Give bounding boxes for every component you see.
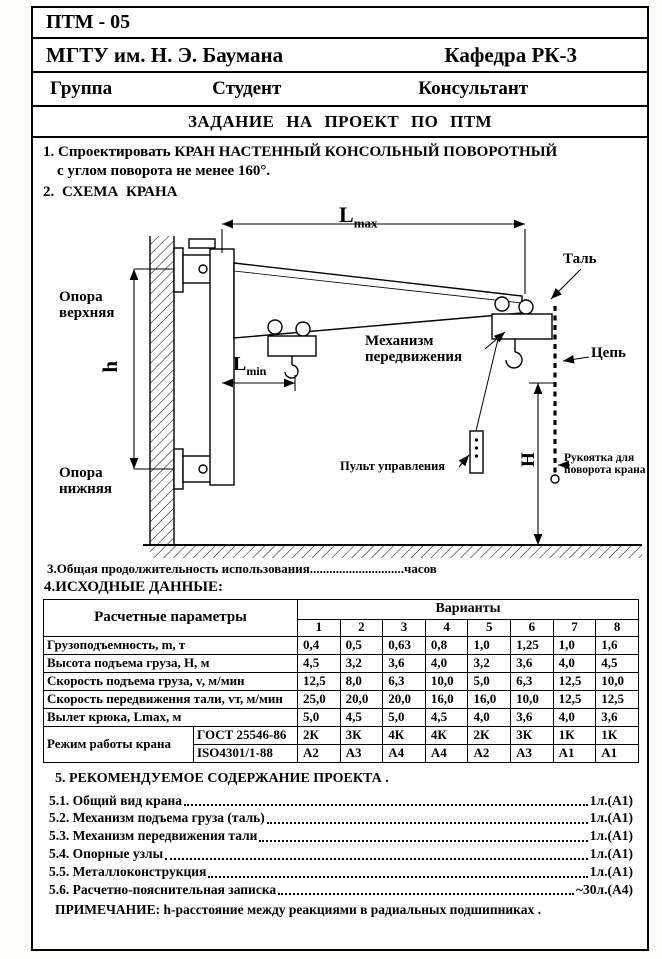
variant-number: 2 <box>340 619 383 636</box>
table-cell: 4,5 <box>340 708 383 726</box>
assignment-sheet <box>31 6 649 951</box>
initial-data-table <box>43 599 639 763</box>
dot-leader <box>165 845 588 860</box>
param-label: Скорость подъема груза, v, м/мин <box>44 672 298 690</box>
lmin-letter: L <box>233 352 247 375</box>
table-cell: 0,4 <box>298 636 341 654</box>
variant-number: 1 <box>298 619 341 636</box>
table-cell: А1 <box>596 744 639 762</box>
contents-item-pages: 1л.(А1) <box>589 845 633 861</box>
contents-item-label: 5.1. Общий вид крана <box>49 792 183 808</box>
lmax-subscript: max <box>353 214 378 230</box>
standard-label: ГОСТ 25546-86 <box>194 726 298 744</box>
dot-leader <box>259 827 587 842</box>
table-cell: 1,25 <box>511 636 554 654</box>
table-cell: 6,3 <box>383 672 426 690</box>
doc-title-row <box>33 107 647 138</box>
table-cell: 10,0 <box>425 672 468 690</box>
table-row <box>44 708 639 726</box>
contents-item-pages: 1л.(А1) <box>589 810 633 826</box>
table-cell: 4,0 <box>468 708 511 726</box>
table-cell: А3 <box>511 744 554 762</box>
table-cell: 0,5 <box>340 636 383 654</box>
table-cell: А2 <box>468 744 511 762</box>
task-line-1: 1. Спроектировать КРАН НАСТЕННЫЙ КОНСОЛЬНЫЙ ПОВОРОТНЫЙ <box>43 144 558 160</box>
table-cell: 5,0 <box>468 672 511 690</box>
table-cell: 3К <box>340 726 383 744</box>
table-cell: 12,5 <box>553 672 596 690</box>
wall <box>150 236 174 545</box>
table-cell: 12,5 <box>553 690 596 708</box>
small-hook <box>285 365 298 378</box>
table-cell: 6,3 <box>511 672 554 690</box>
param-label: Вылет крюка, Lmax, м <box>44 708 298 726</box>
table-cell: 4К <box>425 726 468 744</box>
contents-item <box>49 809 633 827</box>
table-cell: 1,0 <box>553 636 596 654</box>
table-row <box>44 636 639 654</box>
table-cell: 3,2 <box>468 654 511 672</box>
variant-number: 5 <box>468 619 511 636</box>
initial-data-heading: 4.ИСХОДНЫЕ ДАННЫЕ: <box>44 578 224 595</box>
table-cell: 4,0 <box>553 654 596 672</box>
table-cell: 5,0 <box>298 708 341 726</box>
variant-number: 8 <box>596 619 639 636</box>
table-cell: 4,5 <box>596 654 639 672</box>
table-cell: 1К <box>596 726 639 744</box>
variant-number: 6 <box>511 619 554 636</box>
dim-label-lmax <box>339 203 378 231</box>
table-cell: А2 <box>298 744 341 762</box>
department-name: Кафедра РК-3 <box>444 42 577 67</box>
table-cell: 10,0 <box>511 690 554 708</box>
table-cell: А3 <box>340 744 383 762</box>
contents-item-pages: ~30л.(А4) <box>576 881 633 897</box>
standard-label: ISO4301/1-88 <box>194 744 298 762</box>
people-row <box>33 73 647 107</box>
table-cell: 2К <box>298 726 341 744</box>
table-cell: 4,0 <box>425 654 468 672</box>
contents-item <box>49 881 633 899</box>
contents-item <box>49 827 633 845</box>
table-cell: 16,0 <box>468 690 511 708</box>
table-cell: 4,0 <box>553 708 596 726</box>
lmax-letter: L <box>339 201 354 227</box>
table-cell: 3,6 <box>596 708 639 726</box>
university-name: МГТУ им. Н. Э. Баумана <box>46 42 284 67</box>
table-cell: 25,0 <box>298 690 341 708</box>
table-cell: 4,5 <box>298 654 341 672</box>
table-cell: 10,0 <box>596 672 639 690</box>
crane-schematic <box>43 201 646 561</box>
table-cell: 4,5 <box>425 708 468 726</box>
label-hoist: Таль <box>563 250 597 267</box>
table-row <box>44 672 639 690</box>
contents-item-label: 5.2. Механизм подъема груза (таль) <box>49 810 265 826</box>
table-cell: 1,0 <box>468 636 511 654</box>
table-cell: А4 <box>383 744 426 762</box>
crane-schematic-drawing <box>43 203 643 561</box>
table-cell: 20,0 <box>340 690 383 708</box>
dot-leader <box>278 881 574 896</box>
param-label: Высота подъема груза, Н, м <box>44 654 298 672</box>
table-cell: 1,6 <box>596 636 639 654</box>
dot-leader <box>184 792 588 807</box>
table-cell: 20,0 <box>383 690 426 708</box>
doc-title: ЗАДАНИЕ НА ПРОЕКТ ПО ПТМ <box>187 111 493 131</box>
task-line-2: с углом поворота не менее 160°. <box>57 162 271 179</box>
duration-line: 3.Общая продолжительность использования.............................часов <box>47 560 437 576</box>
table-cell: 5,0 <box>383 708 426 726</box>
param-label: Скорость передвижения тали, vт, м/мин <box>44 690 298 708</box>
table-cell: 2К <box>468 726 511 744</box>
table-cell: 12,5 <box>596 690 639 708</box>
contents-item-label: 5.4. Опорные узлы <box>49 845 164 861</box>
table-cell: 3К <box>511 726 554 744</box>
contents-item <box>49 863 633 881</box>
doc-code: ПТМ - 05 <box>46 11 131 33</box>
contents-item <box>49 792 633 810</box>
variants-header: Варианты <box>298 599 639 619</box>
contents-item-pages: 1л.(А1) <box>589 828 633 844</box>
table-cell: 3,6 <box>383 654 426 672</box>
consultant-label: Консультант <box>418 78 529 99</box>
params-header: Расчетные параметры <box>44 599 298 636</box>
table-cell: 12,5 <box>298 672 341 690</box>
contents-item-label: 5.3. Механизм передвижения тали <box>49 828 258 844</box>
dim-label-h: h <box>98 360 123 373</box>
pivot-column <box>210 249 234 485</box>
note-line: ПРИМЕЧАНИЕ: h-расстояние между реакциями в радиальных подшипниках . <box>55 902 541 918</box>
contents-item <box>49 845 633 863</box>
label-travel-mechanism: Механизм передвижения <box>365 332 463 366</box>
document-body <box>33 138 647 763</box>
label-pendant: Пульт управления <box>340 458 446 473</box>
table-row <box>44 654 639 672</box>
mode-label: Режим работы крана <box>44 726 194 762</box>
label-upper-support: Опора верхняя <box>59 288 115 322</box>
variant-number: 7 <box>553 619 596 636</box>
table-cell: 3,6 <box>511 708 554 726</box>
university-row <box>33 39 647 73</box>
label-chain: Цепь <box>591 344 626 361</box>
load-hook <box>506 352 522 368</box>
table-row <box>44 690 639 708</box>
table-cell: 0,63 <box>383 636 426 654</box>
dot-leader <box>267 809 588 824</box>
group-label: Группа <box>50 78 113 99</box>
recommended-contents <box>33 763 647 919</box>
dim-label-H: H <box>517 451 539 467</box>
dot-leader <box>208 863 587 878</box>
lmin-subscript: min <box>246 363 267 378</box>
doc-code-row <box>33 8 647 39</box>
variant-number: 4 <box>425 619 468 636</box>
contents-item-label: 5.6. Расчетно-пояснительная записка <box>49 881 277 897</box>
contents-title: 5. РЕКОМЕНДУЕМОЕ СОДЕРЖАНИЕ ПРОЕКТА . <box>55 770 389 786</box>
table-cell: 16,0 <box>425 690 468 708</box>
schema-heading: 2. СХЕМА КРАНА <box>43 183 178 200</box>
table-cell: 8,0 <box>340 672 383 690</box>
table-cell: 0,8 <box>425 636 468 654</box>
label-lower-support: Опора нижняя <box>59 464 113 498</box>
param-label: Грузоподъемность, m, т <box>44 636 298 654</box>
table-cell: 4К <box>383 726 426 744</box>
table-row <box>44 726 639 744</box>
variant-number: 3 <box>383 619 426 636</box>
contents-item-label: 5.5. Металлоконструкция <box>49 863 207 879</box>
table-cell: 3,2 <box>340 654 383 672</box>
contents-item-pages: 1л.(А1) <box>589 792 633 808</box>
table-cell: А4 <box>425 744 468 762</box>
ground <box>143 545 642 558</box>
label-rotation-handle: Рукоятка для поворота крана <box>564 451 646 477</box>
table-cell: 1К <box>553 726 596 744</box>
table-cell: А1 <box>553 744 596 762</box>
contents-item-pages: 1л.(А1) <box>589 863 633 879</box>
table-cell: 3,6 <box>511 654 554 672</box>
dim-label-lmin <box>233 353 266 378</box>
table-header-row <box>44 599 639 619</box>
student-label: Студент <box>212 78 282 99</box>
